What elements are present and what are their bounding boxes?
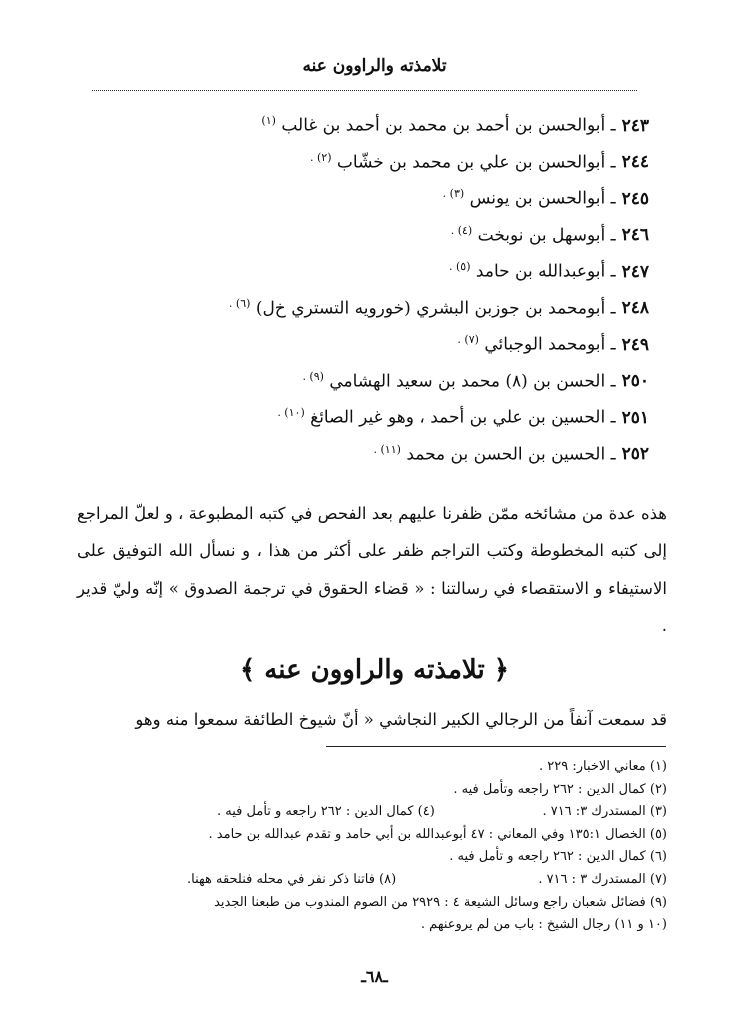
list-item [89,432,649,469]
entry-number: ٢٥٢ [621,444,649,465]
footnote: (٦) كمال الدين : ٢٦٢ راجعه و تأمل فيه . [449,849,667,865]
list-item [89,249,649,286]
entry-note: (٩) . [302,369,324,383]
entry-note: (٢) . [309,150,332,164]
entry-number: ٢٤٥ [621,188,649,209]
footnote-divider [326,746,666,747]
list-item [89,286,649,323]
entry-text: ـ أبوالحسن بن أحمد بن محمد بن أحمد بن غالب [281,115,616,136]
entry-number: ٢٥١ [621,407,649,428]
footnote: (٢) كمال الدين : ٢٦٢ راجعه وتأمل فيه . [453,781,667,797]
body-paragraph: هذه عدة من مشائخه ممّن ظفرنا عليهم بعد الفحص في كتبه المطبوعة ، و لعلّ المراجع إلى كتبه المخطوطة وكتب التراجم ظفر على أكثر من هذا ، و نسأل الله التوفيق على الاستيفاء و الاستقصاء في رسالتنا : « قضاء الحقوق في ترجمة الصدوق » إنّه وليّ قدير . [77,503,667,635]
header-divider [92,90,637,91]
entry-number: ٢٤٨ [621,298,649,319]
entry-number: ٢٤٧ [621,261,649,282]
entry-number: ٢٤٦ [621,225,649,246]
entry-text: ـ أبوعبدالله بن حامد [475,261,616,282]
footnotes [67,756,667,937]
footnote-row [67,801,667,824]
footnote-row [67,869,667,892]
entry-note: (١) [261,114,276,127]
page-number: ـ٦٨ـ [361,967,388,986]
list-item [89,103,649,140]
entry-text: ـ الحسن بن (٨) محمد بن سعيد الهشامي [329,371,616,392]
entry-note: (٣) . [442,187,465,200]
entry-number: ٢٥٠ [621,371,649,392]
entry-text: ـ أبومحمد الوجبائي [484,334,616,355]
entry-number: ٢٤٣ [621,115,649,136]
entry-note: (٤) . [450,223,473,237]
entry-text: ـ أبوسهل بن نوبخت [477,225,616,246]
entry-text: ـ أبوالحسن بن علي بن محمد بن خشّاب [336,152,616,173]
entry-note: (١٠) . [277,406,305,419]
list-item [89,213,649,250]
entry-number: ٢٤٤ [621,152,649,173]
entry-note: (١١) . [373,442,401,456]
footnote: (١٠ و ١١) رجال الشيخ : باب من لم يروعنهم . [420,917,667,933]
footnote: (٨) فاتنا ذكر نفر في محله فنلحقه ههنا. [187,871,397,887]
footnote: (٥) الخصال ١٣٥:١ وفي المعاني : ٤٧ أبوعبدالله بن أبي حامد و تقدم عبدالله بن حامد . [208,826,667,842]
entry-text: ـ أبومحمد بن جوزبن البشري (خورويه التستري خ‌ل) [255,298,616,319]
footnote: (٩) فضائل شعبان راجع وسائل الشيعة ٤ : ٢٩٢٩ من الصوم المندوب من طبعنا الجديد [214,894,667,910]
entry-text: ـ الحسين بن علي بن أحمد ، وهو غير الصائغ [310,407,616,428]
list-item [89,395,649,432]
list-item [89,359,649,396]
entry-text: ـ أبوالحسن بن يونس [469,188,616,209]
footnote: (١) معاني الاخبار: ٢٢٩ . [538,759,667,774]
entry-note: (٧) . [457,333,479,346]
section-title: ﴿ تلامذته والراوون عنه ﴾ [240,655,509,685]
footnote: (٤) كمال الدين : ٢٦٢ راجعه و تأمل فيه . [217,804,435,820]
footnote: (٣) المستدرك ٣: ٧١٦ . [542,804,667,820]
list-item [89,140,649,177]
list-item [89,176,649,213]
list-item [89,322,649,359]
footnote: (٧) المستدرك ٣ : ٧١٦ . [538,871,667,887]
running-header: تلامذته والراوون عنه [302,56,447,76]
section-intro: قد سمعت آنفاً من الرجالي الكبير النجاشي « أنّ شيوخ الطائفة سمعوا منه وهو [135,710,667,729]
teacher-list [89,103,649,468]
entry-number: ٢٤٩ [621,334,649,355]
entry-note: (٦) . [228,296,251,310]
entry-note: (٥) . [449,260,471,273]
entry-text: ـ الحسين بن الحسن بن محمد [406,444,616,465]
